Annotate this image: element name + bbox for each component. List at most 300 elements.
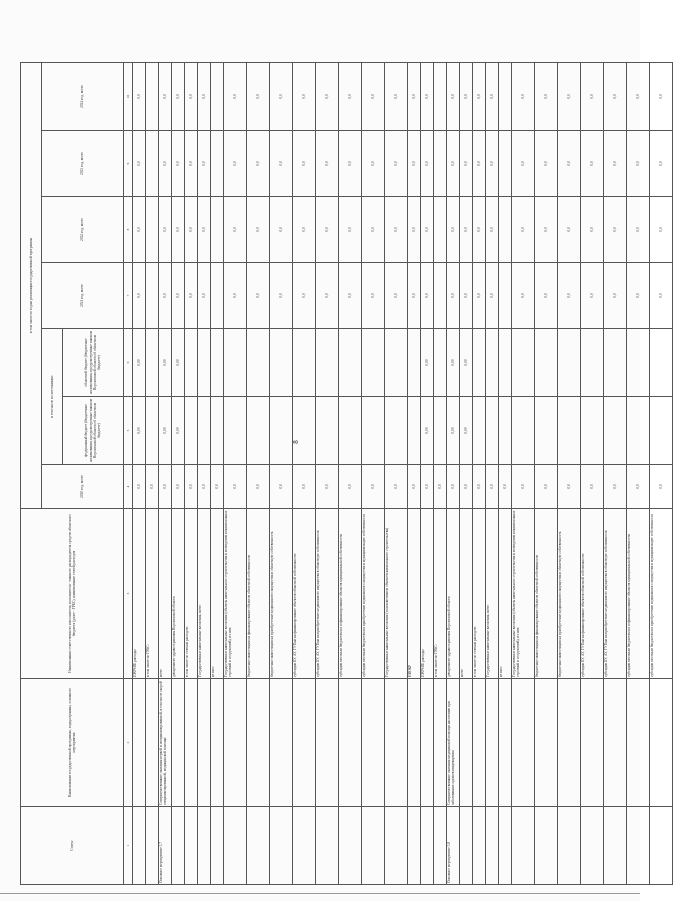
value-cell: 0,0 xyxy=(447,62,460,130)
value-cell: 0,0 xyxy=(581,197,604,263)
value-cell xyxy=(270,397,293,465)
program-cell xyxy=(211,679,224,807)
value-cell: 0,0 xyxy=(247,263,270,329)
value-cell xyxy=(486,329,499,397)
header-status: Статус xyxy=(21,807,124,885)
table-row xyxy=(486,62,499,884)
table-row xyxy=(293,62,316,884)
status-cell xyxy=(473,807,486,885)
value-cell: 0,00 xyxy=(133,329,146,397)
value-cell: 0,0 xyxy=(558,263,581,329)
status-cell xyxy=(224,807,247,885)
value-cell xyxy=(224,397,247,465)
value-cell: 0,0 xyxy=(133,197,146,263)
table-row xyxy=(604,62,627,884)
value-cell xyxy=(146,62,159,130)
column-number: 7 xyxy=(124,263,133,329)
value-cell xyxy=(408,329,421,397)
status-cell xyxy=(421,807,434,885)
value-cell: 0,0 xyxy=(512,62,535,130)
table-row xyxy=(146,62,159,884)
program-cell xyxy=(473,679,486,807)
value-cell: 0,0 xyxy=(172,263,185,329)
value-cell: 0,0 xyxy=(558,131,581,197)
table-row xyxy=(159,62,172,884)
value-cell xyxy=(512,329,535,397)
expense-label-cell: Государственные капитальные вложения (объекты капитального строительства и возведения некапитальных строений и сооружений), из них: xyxy=(512,509,535,679)
value-cell: 0,0 xyxy=(581,263,604,329)
value-cell xyxy=(434,197,447,263)
value-cell xyxy=(146,263,159,329)
table-row xyxy=(385,62,408,884)
value-cell: 0,0 xyxy=(604,263,627,329)
program-cell xyxy=(316,679,339,807)
value-cell: 0,0 xyxy=(339,197,362,263)
table-row xyxy=(185,62,198,884)
value-cell xyxy=(198,329,211,397)
value-cell: 0,0 xyxy=(159,197,172,263)
value-cell xyxy=(604,329,627,397)
status-cell xyxy=(293,807,316,885)
value-cell: 0,0 xyxy=(581,62,604,130)
value-cell: 0,0 xyxy=(512,263,535,329)
program-cell xyxy=(499,679,512,807)
value-cell: 0,0 xyxy=(650,131,673,197)
value-cell: 0,0 xyxy=(421,62,434,130)
column-number: 8 xyxy=(124,197,133,263)
expense-label-cell: Государственные капитальные вложения (за исключением объектов капитального строительства) xyxy=(385,509,408,679)
value-cell: 0,0 xyxy=(604,465,627,509)
value-cell: 0,0 xyxy=(604,62,627,130)
header-source-regional: областной бюджет (бюджетные ассигнования, предусмотренные законом Воронежской области об областном бюджете) xyxy=(63,329,124,397)
value-cell xyxy=(293,397,316,465)
table-row xyxy=(316,62,339,884)
status-cell xyxy=(247,807,270,885)
value-cell: 0,0 xyxy=(198,62,211,130)
value-cell: 0,0 xyxy=(627,465,650,509)
value-cell: 0,0 xyxy=(604,197,627,263)
value-cell xyxy=(339,329,362,397)
value-cell: 0,0 xyxy=(650,263,673,329)
value-cell xyxy=(473,329,486,397)
expense-label-cell: НИОКР xyxy=(408,509,421,679)
program-cell xyxy=(604,679,627,807)
program-cell xyxy=(650,679,673,807)
value-cell: 0,0 xyxy=(473,131,486,197)
program-cell xyxy=(421,679,434,807)
table-row xyxy=(270,62,293,884)
column-numbers-row xyxy=(124,62,133,884)
value-cell: 0,0 xyxy=(650,465,673,509)
expense-label-cell: субсидии БУ, АУ, ГУПам на финансирование объектов областной собственности xyxy=(293,509,316,679)
value-cell xyxy=(434,62,447,130)
value-cell: 0,0 xyxy=(270,197,293,263)
value-cell: 0,0 xyxy=(460,465,473,509)
expense-label-cell: субсидии БУ, АУ, ГУПам на приобретение недвижимого имущества в областную собственность xyxy=(604,509,627,679)
value-cell: 0,0 xyxy=(159,263,172,329)
value-cell: 0,0 xyxy=(270,465,293,509)
program-cell xyxy=(133,679,146,807)
column-number: 10 xyxy=(124,62,133,130)
value-cell: 0,0 xyxy=(421,197,434,263)
expense-label-cell: бюджетные инвестиции на финансирование объектов областной собственности xyxy=(535,509,558,679)
value-cell: 0,0 xyxy=(408,131,421,197)
value-cell: 0,0 xyxy=(460,263,473,329)
value-cell: 0,0 xyxy=(512,197,535,263)
status-cell xyxy=(408,807,421,885)
header-program: Наименование государственной программы, подпрограммы, основного мероприятия xyxy=(21,679,124,807)
value-cell: 0,0 xyxy=(512,465,535,509)
status-cell xyxy=(316,807,339,885)
value-cell: 0,0 xyxy=(535,465,558,509)
value-cell: 0,00 xyxy=(447,329,460,397)
status-cell xyxy=(339,807,362,885)
page-bottom-rule xyxy=(0,893,640,894)
status-cell xyxy=(627,807,650,885)
value-cell xyxy=(211,263,224,329)
value-cell: 0,0 xyxy=(408,263,421,329)
expense-label-cell: Государственные капитальные вложения, всего xyxy=(198,509,211,679)
value-cell: 0,0 xyxy=(408,197,421,263)
value-cell xyxy=(293,329,316,397)
value-cell: 0,0 xyxy=(316,131,339,197)
program-cell: Совершенствование оказания первой и специализированной, в том числе скорой специализированной, медицинской помощи xyxy=(159,679,172,807)
status-cell xyxy=(270,807,293,885)
value-cell xyxy=(198,397,211,465)
value-cell: 0,0 xyxy=(198,465,211,509)
column-number: 6 xyxy=(124,329,133,397)
value-cell: 0,0 xyxy=(447,465,460,509)
value-cell: 0,0 xyxy=(185,465,198,509)
value-cell xyxy=(627,329,650,397)
status-cell xyxy=(385,807,408,885)
value-cell xyxy=(581,329,604,397)
program-cell xyxy=(434,679,447,807)
value-cell: 0,0 xyxy=(535,131,558,197)
value-cell: 0,0 xyxy=(385,465,408,509)
expense-label-cell: департамент здравоохранения Воронежской области xyxy=(172,509,185,679)
value-cell xyxy=(499,329,512,397)
value-cell xyxy=(211,329,224,397)
value-cell: 0,0 xyxy=(339,62,362,130)
value-cell: 0,0 xyxy=(434,465,447,509)
value-cell xyxy=(499,131,512,197)
value-cell xyxy=(499,197,512,263)
status-cell: Основное мероприятие 3.8 xyxy=(447,807,460,885)
column-number: 4 xyxy=(124,465,133,509)
value-cell: 0,0 xyxy=(604,131,627,197)
value-cell xyxy=(247,329,270,397)
value-cell: 0,0 xyxy=(339,263,362,329)
value-cell: 0,0 xyxy=(185,197,198,263)
value-cell xyxy=(486,397,499,465)
value-cell xyxy=(270,329,293,397)
value-cell: 0,0 xyxy=(535,263,558,329)
value-cell xyxy=(146,131,159,197)
table-row xyxy=(247,62,270,884)
program-cell xyxy=(535,679,558,807)
status-cell xyxy=(434,807,447,885)
value-cell: 0,0 xyxy=(316,263,339,329)
expense-label-cell: бюджетные инвестиции на приобретение недвижимого имущества в областную собственность xyxy=(270,509,293,679)
value-cell: 0,00 xyxy=(421,329,434,397)
table-row xyxy=(499,62,512,884)
header-2022: 2022 год, всего xyxy=(42,197,124,263)
program-cell: Совершенствование оказания медицинской помощи населению при заболеваниях органов пищеварения xyxy=(447,679,460,807)
table-row xyxy=(408,62,421,884)
value-cell xyxy=(535,397,558,465)
expense-label-cell: субсидии местным бюджетам на приобретение недвижимого имущества в муниципальную собственность xyxy=(650,509,673,679)
value-cell xyxy=(185,397,198,465)
header-by-source: в том числе по источникам: xyxy=(42,329,63,465)
value-cell: 0,00 xyxy=(460,397,473,465)
table-body xyxy=(133,62,673,884)
value-cell: 0,0 xyxy=(535,197,558,263)
value-cell: 0,0 xyxy=(460,62,473,130)
value-cell: 0,00 xyxy=(460,329,473,397)
program-cell xyxy=(293,679,316,807)
value-cell xyxy=(434,131,447,197)
value-cell xyxy=(146,329,159,397)
program-cell xyxy=(198,679,211,807)
status-cell xyxy=(486,807,499,885)
value-cell: 0,0 xyxy=(224,465,247,509)
expense-label-cell: субсидии местным бюджетам на приобретение недвижимого имущества в муниципальную собственность xyxy=(362,509,385,679)
value-cell: 0,0 xyxy=(447,131,460,197)
value-cell: 0,00 xyxy=(159,329,172,397)
status-cell xyxy=(185,807,198,885)
value-cell: 0,0 xyxy=(460,131,473,197)
program-cell xyxy=(408,679,421,807)
value-cell xyxy=(185,329,198,397)
value-cell: 0,0 xyxy=(293,465,316,509)
value-cell: 0,0 xyxy=(650,197,673,263)
expense-label-cell: субсидии БУ, АУ, ГУПам на финансирование объектов областной собственности xyxy=(581,509,604,679)
value-cell xyxy=(211,397,224,465)
expense-label-cell: в том числе по статьям расходов: xyxy=(185,509,198,679)
value-cell xyxy=(146,397,159,465)
value-cell: 0,0 xyxy=(627,263,650,329)
expense-label-cell: субсидии местным бюджетам на софинансирование объектов муниципальной собственности xyxy=(339,509,362,679)
status-cell xyxy=(535,807,558,885)
value-cell: 0,00 xyxy=(447,397,460,465)
value-cell: 0,0 xyxy=(486,263,499,329)
value-cell: 0,0 xyxy=(146,465,159,509)
value-cell: 0,0 xyxy=(270,263,293,329)
value-cell: 0,0 xyxy=(293,62,316,130)
value-cell: 0,0 xyxy=(460,197,473,263)
status-cell: Основное мероприятие 3.7 xyxy=(159,807,172,885)
status-cell xyxy=(499,807,512,885)
value-cell xyxy=(362,397,385,465)
value-cell: 0,0 xyxy=(473,465,486,509)
value-cell: 0,0 xyxy=(293,263,316,329)
status-cell xyxy=(581,807,604,885)
status-cell xyxy=(172,807,185,885)
value-cell xyxy=(434,263,447,329)
status-cell xyxy=(460,807,473,885)
value-cell: 0,0 xyxy=(316,62,339,130)
status-cell xyxy=(512,807,535,885)
value-cell: 0,0 xyxy=(133,465,146,509)
value-cell: 0,0 xyxy=(447,197,460,263)
expense-label-cell: всего xyxy=(460,509,473,679)
table-row xyxy=(535,62,558,884)
value-cell: 0,0 xyxy=(385,263,408,329)
value-cell: 0,0 xyxy=(133,263,146,329)
budget-table xyxy=(20,62,673,885)
value-cell: 0,0 xyxy=(558,62,581,130)
value-cell: 0,0 xyxy=(339,131,362,197)
value-cell: 0,0 xyxy=(627,197,650,263)
value-cell: 0,0 xyxy=(211,465,224,509)
program-cell xyxy=(224,679,247,807)
value-cell: 0,0 xyxy=(185,131,198,197)
expense-label-cell: Государственные капитальные вложения, всего xyxy=(486,509,499,679)
status-cell xyxy=(558,807,581,885)
column-number: 1 xyxy=(124,807,133,885)
expense-label-cell: Государственные капитальные вложения (объекты капитального строительства и возведения некапитальных строений и сооружений), из них: xyxy=(224,509,247,679)
value-cell: 0,0 xyxy=(159,131,172,197)
value-cell: 0,0 xyxy=(293,131,316,197)
value-cell xyxy=(604,397,627,465)
value-cell: 0,0 xyxy=(247,131,270,197)
table-row xyxy=(172,62,185,884)
value-cell xyxy=(581,397,604,465)
table-row xyxy=(473,62,486,884)
value-cell: 0,0 xyxy=(362,465,385,509)
table-row xyxy=(650,62,673,884)
value-cell: 0,0 xyxy=(198,131,211,197)
table-row xyxy=(581,62,604,884)
expense-label-cell: ПРОЧИЕ расходы xyxy=(421,509,434,679)
header-2024: 2024 год, всего xyxy=(42,62,124,130)
status-cell xyxy=(604,807,627,885)
value-cell: 0,0 xyxy=(558,197,581,263)
value-cell: 0,0 xyxy=(224,62,247,130)
value-cell: 0,0 xyxy=(224,131,247,197)
status-cell xyxy=(650,807,673,885)
column-number: 2 xyxy=(124,679,133,807)
header-2023: 2023 год, всего xyxy=(42,131,124,197)
status-cell xyxy=(362,807,385,885)
value-cell xyxy=(558,329,581,397)
table-row xyxy=(224,62,247,884)
program-cell xyxy=(460,679,473,807)
value-cell: 0,0 xyxy=(339,465,362,509)
value-cell xyxy=(650,397,673,465)
value-cell: 0,0 xyxy=(385,62,408,130)
value-cell: 0,0 xyxy=(247,62,270,130)
value-cell: 0,00 xyxy=(172,397,185,465)
value-cell: 0,00 xyxy=(421,397,434,465)
program-cell xyxy=(486,679,499,807)
value-cell: 0,0 xyxy=(385,131,408,197)
status-cell xyxy=(146,807,159,885)
header-source-federal: федеральный бюджет (бюджетные ассигнования, предусмотренные законом Воронежской области об областном бюджете) xyxy=(63,397,124,465)
table-row xyxy=(133,62,146,884)
value-cell: 0,0 xyxy=(159,62,172,130)
value-cell: 0,0 xyxy=(316,465,339,509)
program-cell xyxy=(270,679,293,807)
expense-label-cell: из них: xyxy=(211,509,224,679)
value-cell xyxy=(316,397,339,465)
value-cell xyxy=(211,62,224,130)
value-cell xyxy=(408,397,421,465)
status-cell xyxy=(198,807,211,885)
value-cell: 0,0 xyxy=(581,131,604,197)
value-cell: 0,0 xyxy=(650,62,673,130)
value-cell: 0,0 xyxy=(421,263,434,329)
value-cell: 0,0 xyxy=(362,131,385,197)
value-cell: 0,0 xyxy=(486,62,499,130)
value-cell xyxy=(247,397,270,465)
value-cell: 0,0 xyxy=(133,131,146,197)
table-row xyxy=(211,62,224,884)
value-cell xyxy=(558,397,581,465)
table-row xyxy=(558,62,581,884)
value-cell xyxy=(627,397,650,465)
value-cell xyxy=(499,62,512,130)
value-cell: 0,0 xyxy=(247,465,270,509)
value-cell: 0,0 xyxy=(362,263,385,329)
value-cell: 0,0 xyxy=(499,465,512,509)
value-cell xyxy=(434,397,447,465)
value-cell: 0,0 xyxy=(198,197,211,263)
expense-label-cell: субсидии БУ, АУ, ГУПам на приобретение недвижимого имущества в областную собственность xyxy=(316,509,339,679)
column-number: 9 xyxy=(124,131,133,197)
value-cell: 0,0 xyxy=(421,131,434,197)
program-cell xyxy=(185,679,198,807)
program-cell xyxy=(247,679,270,807)
value-cell: 0,0 xyxy=(172,62,185,130)
expense-label-cell: субсидии местным бюджетам на софинансирование объектов муниципальной собственности xyxy=(627,509,650,679)
column-number: 3 xyxy=(124,509,133,679)
value-cell: 0,0 xyxy=(185,62,198,130)
value-cell xyxy=(650,329,673,397)
value-cell: 0,0 xyxy=(224,263,247,329)
value-cell: 0,0 xyxy=(172,465,185,509)
value-cell xyxy=(339,397,362,465)
program-cell xyxy=(558,679,581,807)
value-cell: 0,00 xyxy=(159,397,172,465)
value-cell: 0,0 xyxy=(535,62,558,130)
value-cell xyxy=(362,329,385,397)
rotated-table-wrapper xyxy=(20,63,663,885)
value-cell: 0,0 xyxy=(385,197,408,263)
column-number: 5 xyxy=(124,397,133,465)
value-cell: 0,0 xyxy=(421,465,434,509)
value-cell: 0,0 xyxy=(198,263,211,329)
table-row xyxy=(627,62,650,884)
table-row xyxy=(198,62,211,884)
program-cell xyxy=(146,679,159,807)
value-cell: 0,0 xyxy=(224,197,247,263)
value-cell: 0,0 xyxy=(185,263,198,329)
value-cell: 0,0 xyxy=(486,197,499,263)
value-cell xyxy=(499,263,512,329)
page-number: 8 xyxy=(291,440,300,444)
value-cell: 0,0 xyxy=(447,263,460,329)
value-cell xyxy=(316,329,339,397)
value-cell: 0,00 xyxy=(172,329,185,397)
expense-label-cell: бюджетные инвестиции на финансирование объектов областной собственности xyxy=(247,509,270,679)
program-cell xyxy=(581,679,604,807)
table-row xyxy=(460,62,473,884)
value-cell: 0,0 xyxy=(473,62,486,130)
expense-label-cell: из них: xyxy=(499,509,512,679)
value-cell: 0,0 xyxy=(627,131,650,197)
